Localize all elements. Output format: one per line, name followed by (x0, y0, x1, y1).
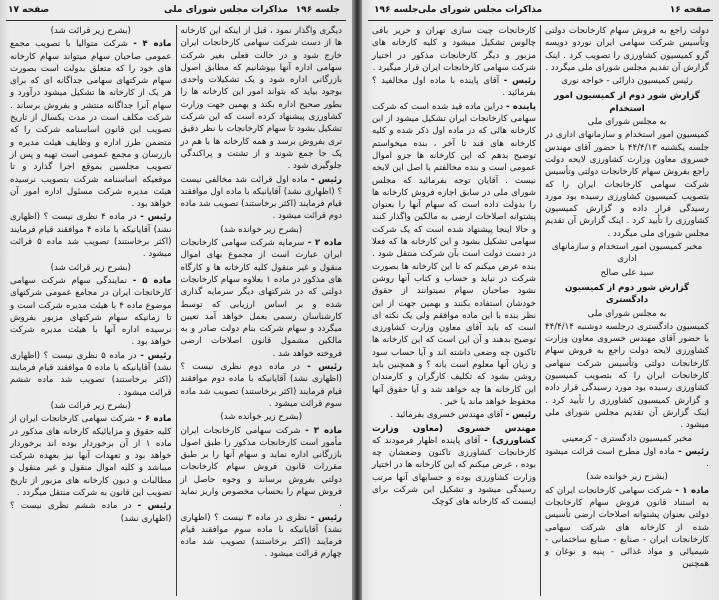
speaker-label: رئیس - (503, 76, 536, 87)
paragraph-text: به مجلس شورای ملی (587, 117, 667, 128)
paragraph-text: سید علی صالح (600, 267, 654, 278)
paragraph-text: ماده اول مطرح است قرائت میشود . (545, 446, 709, 470)
centered-note (10, 400, 172, 412)
paragraph-text: در ماده ۴ نظری نیست ؟ (اظهاری نشد) آقایانیکه با ماده ۴ موافقند قیام فرمایند (اکثر برخاستند) تصویب شد ماده ۵ قرائت میشود . (10, 212, 172, 260)
text-columns (6, 25, 346, 596)
page-number: صفحه ۱۶ (669, 5, 711, 15)
paragraph-text: رئیس کمیسیون دارائی - خواجه نوری (561, 76, 693, 87)
speech-paragraph (10, 350, 172, 399)
text-columns (368, 25, 713, 596)
article-label: ماده ۴ - (133, 39, 172, 50)
speaker-label: رئیس - (310, 512, 342, 523)
centered-note (545, 471, 709, 483)
paragraph-text: در ماده دوم نظری نیست ؟ (اظهاری نشد) آقایانیکه با ماده دوم موافقند قیام فرمایند (اکثر برخاستند) تصویب شد ماده سوم قرائت میشود . (180, 362, 342, 409)
page-number: صفحه ۱۷ (8, 5, 50, 15)
centered-note (10, 25, 172, 37)
session-number: جلسه ۱۹۶ (295, 5, 340, 15)
article-paragraph (10, 275, 172, 349)
paragraph-text: (بشرح زیر خوانده شد) (220, 412, 303, 423)
speaker-label: رئیس - (678, 446, 709, 457)
speech-paragraph (372, 75, 536, 100)
article-label: ماده ۱ - (675, 485, 710, 496)
signature-line (545, 75, 709, 87)
article-label: ماده ۵ - (132, 275, 172, 286)
centered-note (181, 224, 343, 236)
speaker-label: رئیس - (310, 174, 343, 185)
paragraph-text: (بشرح زیر قرائت شد) (50, 262, 131, 273)
signature-line (545, 433, 709, 445)
speech-paragraph (372, 101, 536, 408)
centered-note (545, 308, 709, 320)
paragraph-text: (بشرح زیر خوانده شد) (220, 224, 303, 235)
paragraph-text: نمایندگی سهام شرکت سهامی کارخانجات ایران در مجامع عمومی شرکتهای موضوع ماده ۴ با هیئت مدیره شرکت است و تا زمانیکه سهام شرکتهای مزبور بفروش نرسیده اداره آنها با هیئت مدیره شرکت خواهد بود . (10, 275, 172, 348)
speech-paragraph (181, 512, 343, 561)
article-label: ماده ۶ - (137, 414, 172, 425)
paragraph-text: ماده اول قرائت شد مخالفی نیست ؟ (اظهاری نشد) آقایانیکه با ماده اول موافقند قیام فرمایند (اکثر برخاستند) تصویب شد ماده دوم قرائت میشود . (180, 174, 342, 222)
paragraph-text: نظری در ماده ۳ نیست ؟ (اظهاری نشد) آقایانیکه با ماده سوم موافقند قیام فرمایند (اکثر برخاستند) تصویب شد ماده چهارم قرائت میشود . (180, 512, 342, 560)
paragraph-text: آقای مهندس خسروی بفرمائید . (390, 410, 503, 421)
speaker-label: مهندس خسروی (معاون وزارت کشاورزی) - (372, 423, 536, 446)
speech-paragraph (545, 446, 709, 471)
article-paragraph (181, 425, 343, 511)
speaker-label: رئیس - (137, 501, 172, 512)
paragraph-text: شرکت سهامی کارخانجات ایران مأمور است کارخانجات مذکور را طبق اصول بازرگانی اداره نماید و سهام آنها را بر طبق مقررات قانون فروش سهام کارخانجات دولتی بفروش برساند و وجوه حاصل از فروش سهام را بحساب مخصوص واریز نماید . (180, 425, 342, 510)
article-paragraph (181, 237, 343, 360)
article-label: ماده ۲ - (307, 238, 343, 249)
article-paragraph (10, 38, 172, 210)
text-paragraph (372, 25, 536, 74)
text-paragraph (545, 25, 709, 74)
paragraph-text: (بشرح زیر قرائت شد) (50, 400, 131, 411)
section-heading (545, 282, 709, 307)
paragraph-text: شرکت سهامی کارخانجات ایران که به استناد قانون فروش سهام کارخانجات دولتی بعنوان پشتوانه اصلاحات ارضی تأسیس شده از کارخانه های شرکت سهامی کارخانجات ایران - صنایع - صنایع ساختمانی - شیمیائی و مواد غذائی - پنبه و نوغان و همچنین (545, 485, 709, 570)
speech-paragraph (181, 361, 343, 410)
page-16 (362, 0, 719, 600)
paragraph-text: آقای پاینده با ماده اول مخالفید ؟ بفرمائید . (372, 76, 536, 99)
session-number: جلسه ۱۹۶ (374, 5, 419, 15)
column-left (6, 25, 177, 596)
page-header (368, 3, 713, 21)
paragraph-text: گزارش شور دوم از کمیسیون امور استخدام (554, 91, 700, 114)
speech-paragraph (372, 423, 536, 509)
paragraph-text: شرکت متوالیا با تصویب مجمع عمومی صاحبان سهام میتواند سهام کارخانه های خود را که متعلق بدولت است بصورت سهام شرکتهای سهامی جداگانه ای که برای هر یک از کارخانه ها تشکیل میشود درآورد و سهام آنرا جداگانه منتشر و بفروش برساند . شرکت مکلف است در مدت یکسال از تاریخ تصویب این قانون اساسنامه شرکت را که متضمن طرز اداره و وظایف هیئت مدیره و بازرسان و مجمع عمومی است تهیه و پس از تصویب مجلسین بموقع اجرا گذارد و تا موقعیکه اساسنامه شرکت بتصویب نرسیده هیئت مدیره شرکت مسئول اداره امور آن خواهد بود . (10, 39, 172, 210)
book-spine (352, 0, 362, 600)
column-right (541, 25, 713, 596)
speech-paragraph (372, 409, 536, 421)
centered-note (545, 116, 709, 128)
paragraph-text: کمیسیون دادگستری درجلسه دوشنبه ۴۴/۴/۱۴ با حضور آقای مهندس خسروی معاون وزارت کشاورزی لایحه دولت راجع به فروش سهام کارخانجات دولتی وتأسیس شرکت سهامی کارخانجات ایران را که بتصویب کمیسیون کشاورزی رسیده بود مورد رسیدگی قرار داده و گزارش کمیسیون کشاورزی را تأیید کرد . اینک گزارش آن تقدیم مجلس شورای ملی میشود . (545, 321, 709, 431)
centered-note (10, 262, 172, 274)
paragraph-text: مخبر کمیسیون امور استخدام و سازمانهای اداری (551, 242, 703, 265)
running-title: مذاکرات مجلس شورای ملی (163, 5, 288, 15)
centered-note (181, 411, 343, 423)
article-label: ماده ۳ - (305, 425, 343, 436)
signature-line (545, 267, 709, 279)
article-paragraph (10, 413, 172, 499)
text-paragraph (545, 129, 709, 240)
paragraph-text: دراین ماده قید شده است که شرکت سهامی کارخانجات ایران تشکیل میشود از این کارخانه هائی که در ماده اول ذکر شده و کلیه کارخانه های قند تا آخر ، بنده میخواستم توضیح بدهم که این کارخانه ها جزو اموال عمومی است و بنده مخالفتم با اصل این لایحه نیست . آقایان توجه بفرمائید که مجلس شورای ملی در سابق اجازه فروش کارخانه ها را بدولت داده است که سهام آنها را بعنوان پشتوانه اصلاحات ارضی به مالکین واگذار کنند و حالا اینجا پیشنهاد شده است که یک شرکت سهامی تشکیل بشود و این کارخانه ها که فعلا در دست دولت است بآن شرکت منتقل شود . بنده عرض میکنم که تا این کارخانه ها بصورت شرکت در نیاید و حساب و کتاب آنها روشن نشود صاحبان سهام نمیتوانند از حقوق خودشان استفاده بکنند و بهمین جهت از این نظر بنده با این ماده موافقم ولی یک نکته ای است که باید آقای معاون وزارت کشاورزی توضیح بدهند و آن این است که این کارخانه ها تاکنون چه وضعی داشته اند و آیا حساب سود و زیان آنها معلوم است یانه ؟ و همچنین باید روشن بشود که تکلیف کارگران و کارمندان این کارخانه ها چه خواهد شد و آیا حقوق آنها محفوظ خواهد ماند یا خیر . (372, 101, 536, 407)
page-17 (0, 0, 352, 600)
paragraph-text: دیگری واگذار نمود ، قبل از اینکه این کارخانه ها از دست شرکت سهامی کارخانجات ایران خارج شود و در حالت فعلی بغیر شرکت سهامی اداره آنها بپوشانیم که مطابق اصول بازرگانی اداره شود و یک تشکیلات واحدی بوجود بیاید که بتواند امور این کارخانه ها را بطور صحیح اداره بکند و بهمین جهت وزارت کشاورزی پیشنهاد کرده است که این شرکت تشکیل بشود تا سهام کارخانجات با نظر دقیق تری بفروش برسد و همه کارخانه ها با هم در یک جا جمع شوند و از تشتت و پراکندگی جلوگیری شود . (180, 26, 342, 172)
paragraph-text: سرمایه شرکت سهامی کارخانجات ایران عبارت است از مجموع بهای اموال منقول و غیر منقول کلیه کارخانه ها و کارگاه های مذکور در ماده ۱ بعلاوه سهام کارخانجات دولتی که در شرکتهای دیگر سرمایه گذاری شده و بر اساس ارزیابی که توسط کارشناسان رسمی بعمل خواهد آمد تعیین میگردد و سهام شرکت بنام دولت صادر و به مالکین مشمول قانون اصلاحات ارضی فروخته خواهد شد . (180, 238, 342, 359)
speaker-label: رئیس - (140, 350, 172, 361)
speech-paragraph (10, 211, 172, 260)
paragraph-text: در ماده ۵ نظری نیست ؟ (اظهاری نشد) آقایانیکه با ماده ۵ موافقند قیام فرمایند (اکثر برخاستند) تصویب شد ماده ششم قرائت میشود . (10, 350, 172, 398)
speaker-label: پاینده - (506, 101, 536, 112)
paragraph-text: شرکت سهامی کارخانجات ایران از کلیه حقوق و مزایائیکه کارخانه های مذکور در ماده ۱ از آن برخوردار بوده اند برخوردار خواهد بود و تعهدات آنها نیز بعهده شرکت میباشد و کلیه اموال منقول و غیر منقول و مطالبات و دیون کارخانه های مزبور از تاریخ تصویب این قانون به شرکت منتقل میگردد . (10, 414, 172, 498)
speaker-label: رئیس - (140, 212, 172, 223)
signature-line (545, 241, 709, 266)
column-right (177, 25, 347, 596)
speaker-label: رئیس - (307, 362, 343, 373)
paragraph-text: (بشرح زیر خوانده شد) (586, 472, 668, 483)
speaker-label: رئیس - (505, 410, 536, 421)
section-heading (545, 90, 709, 115)
article-paragraph (545, 485, 709, 571)
speech-paragraph (10, 500, 172, 525)
paragraph-text: (بشرح زیر قرائت شد) (50, 26, 131, 36)
column-left (368, 25, 541, 596)
paragraph-text: گزارش شور دوم از کمیسیون دادگستری (564, 282, 690, 306)
text-paragraph (181, 25, 343, 173)
page-header (6, 3, 346, 21)
speech-paragraph (181, 174, 343, 223)
paragraph-text: در ماده ششم نظری نیست ؟ (اظهاری نشد) (10, 501, 172, 524)
running-title: مذاکرات مجلس شورای ملی (418, 5, 543, 15)
paragraph-text: به مجلس شورای ملی (587, 308, 667, 319)
paragraph-text: آقای پاینده اظهار فرمودند که کارخانجات کشاورزی تاکنون وضعشان چه بوده ، عرض میکنم که این کارخانه ها در اختیار وزارت کشاورزی بوده و حسابهای آنها مرتب رسیدگی میشود و تشکیل این شرکت برای اینست که کارخانه های کوچک (372, 435, 536, 508)
paragraph-text: کارخانجات چیت سازی تهران و حریر بافی چالوس تشکیل میشود و کلیه کارخانه های مزبور و دیگر کارخانجات مذکور در اختیار شرکت سهامی کارخانجات ایران قرار میگیرد . (372, 26, 536, 73)
paragraph-text: مخبر کمیسیون دادگستری - کرمعینی (562, 433, 692, 444)
paragraph-text: دولت راجع به فروش سهام کارخانجات دولتی وتأسیس شرکت سهامی ایران نوردو دویسه گرو کمیسیون کشاورزی را تصویب کرد . اینک گزارش آن تقدیم مجلس شورای ملی میگردد . (545, 26, 709, 73)
paragraph-text: کمیسیون امور استخدام و سازمانهای اداری در جلسه یکشنبه ۴۴/۴/۱۳ با حضور آقای مهندس خسروی معاون وزارت کشاورزی لایحه دولت راجع بفروش سهام کارخانجات دولتی وتأسیس شرکت سهامی کارخانجات ایران را که بتصویب کمیسیون کشاورزی رسیده بود مورد رسیدگی قرار داده و گزارش کمیسیون کشاورزی را تأیید کرد . اینک گزارش آن تقدیم مجلس شورای ملی میگردد . (545, 130, 709, 239)
text-paragraph (545, 321, 709, 432)
